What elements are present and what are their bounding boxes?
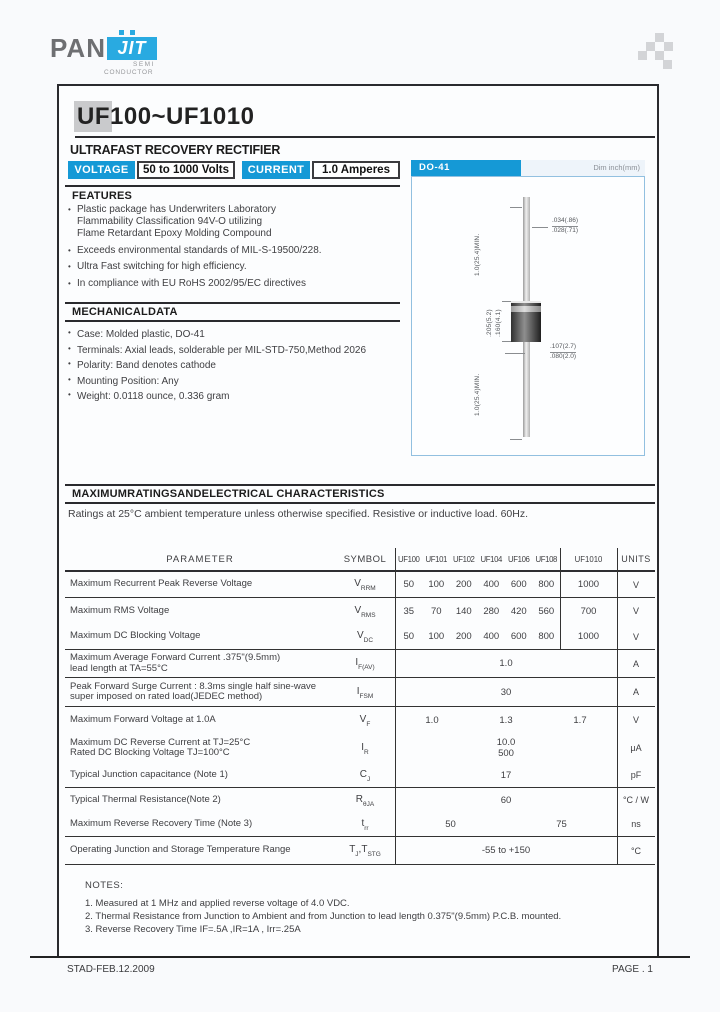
value-cell-merged: 60 — [500, 794, 512, 806]
symbol-main: I — [361, 741, 365, 753]
parameter-line: Typical Junction capacitance (Note 1) — [70, 768, 228, 780]
table-row — [65, 572, 655, 598]
pixel-square — [663, 60, 672, 69]
value-cell: 600 — [510, 631, 527, 642]
column-header-part: UF108 — [535, 554, 557, 564]
column-header-parts — [395, 555, 560, 564]
dim-value: .107(2.7) — [550, 343, 577, 350]
unit-cell: V — [632, 631, 639, 642]
feature-text: Ultra Fast switching for high efficiency. — [77, 261, 247, 272]
value-cell: 800 — [538, 579, 555, 590]
parameter-line: Rated DC Blocking Voltage TJ=100°C — [70, 747, 230, 758]
bullet-glyph: • — [68, 390, 71, 399]
lead-length-bottom-dim: 1.0(25.4)MIN. — [474, 373, 481, 416]
mechanical-item — [68, 358, 413, 374]
feature-text: Exceeds environmental standards of MIL-S-19500/228. — [77, 244, 322, 256]
feature-text: Flame Retardant Epoxy Molding Compound — [77, 228, 272, 239]
title-rule — [75, 136, 655, 138]
bullet-glyph: • — [68, 343, 71, 353]
pixel-square — [638, 51, 647, 60]
symbol-main: I — [355, 657, 359, 668]
symbol-sub: STG — [367, 851, 381, 858]
value-cell: 800 — [538, 631, 555, 642]
value-cell-merged: -55 to +150 — [481, 845, 531, 856]
parameter-cell — [65, 715, 335, 726]
symbol-main: V — [354, 604, 362, 616]
body-diameter-dim — [550, 343, 576, 361]
parameter-line: Maximum Average Forward Current .375"(9.5mm) — [70, 652, 281, 663]
value-cell: 1.3 — [499, 714, 513, 726]
bullet-glyph: • — [68, 328, 71, 337]
feature-line — [68, 216, 408, 228]
dim-leader — [505, 353, 525, 354]
symbol-cell — [335, 818, 395, 831]
value-cell: 200 — [455, 579, 472, 590]
pixel-square — [664, 42, 673, 51]
parameter-line: Maximum Recurrent Peak Reverse Voltage — [70, 578, 253, 590]
table-row — [65, 812, 655, 837]
symbol-sub: F(AV) — [358, 664, 375, 671]
parameter-cell — [65, 653, 335, 674]
mechanical-text: Mounting Position: Any — [77, 375, 179, 387]
divider — [65, 185, 400, 187]
pixel-square — [655, 51, 664, 60]
parameter-line: Maximum RMS Voltage — [70, 604, 170, 616]
symbol-sub: J — [355, 851, 359, 858]
current-value: 1.0 Amperes — [312, 161, 400, 179]
value-cell-merged: 17 — [500, 769, 512, 781]
symbol-sub: F — [366, 720, 371, 728]
value-cell: 420 — [510, 605, 527, 617]
ratings-note: Ratings at 25°C ambient temperature unless otherwise specified. Resistive or inductive load. 60Hz. — [68, 508, 529, 520]
features-list — [68, 204, 408, 294]
symbol-cell — [335, 714, 395, 727]
table-row — [65, 624, 655, 650]
parameter-line: Typical Thermal Resistance(Note 2) — [70, 793, 221, 805]
table-row — [65, 650, 655, 678]
unit-cell: μA — [630, 743, 642, 753]
feature-line — [68, 228, 408, 240]
parameter-cell — [65, 631, 335, 642]
body-length-dim: .160(4.1) — [495, 309, 502, 337]
table-body — [65, 572, 655, 865]
value-cell: 400 — [483, 579, 500, 590]
pixel-square — [655, 33, 664, 42]
current-badge: CURRENT — [242, 161, 310, 179]
table-row — [65, 678, 655, 707]
column-header-parameter: PARAMETER — [166, 553, 234, 565]
value-cell-uf1010: 700 — [580, 605, 597, 617]
stacked-value: 500 — [498, 748, 514, 759]
column-header-symbol: SYMBOL — [343, 553, 387, 565]
symbol-sub: FSM — [359, 692, 374, 700]
footer-date: STAD-FEB.12.2009 — [67, 964, 155, 975]
cathode-band — [511, 306, 541, 312]
table-vertical-rule — [395, 548, 396, 865]
footer-rule — [30, 956, 690, 958]
feature-item — [68, 261, 408, 273]
unit-cell: V — [632, 715, 639, 725]
feature-item — [68, 278, 408, 290]
notes-title: NOTES: — [85, 880, 124, 891]
symbol-sub: RRM — [360, 585, 376, 592]
value-cell: 50 — [445, 818, 456, 830]
unit-cell: V — [632, 579, 639, 590]
table-row — [65, 837, 655, 865]
column-header-units: UNITS — [621, 554, 651, 564]
package-drawing — [411, 176, 645, 456]
feature-line — [68, 245, 408, 257]
parameter-cell — [65, 819, 335, 830]
symbol-cell — [335, 844, 395, 857]
unit-cell: ns — [631, 819, 641, 829]
symbol-cell — [335, 742, 395, 755]
unit-cell: A — [632, 658, 639, 669]
symbol-main: C — [359, 768, 367, 780]
logo-semi-text: SEMI — [133, 61, 155, 68]
mechanical-item — [68, 389, 413, 405]
footer-page-number: PAGE . 1 — [612, 964, 653, 975]
parameter-cell — [65, 795, 335, 806]
column-header-part: UF100 — [398, 554, 420, 564]
mechanical-item — [68, 327, 413, 343]
divider — [65, 320, 400, 322]
symbol-sub: R — [364, 748, 369, 756]
dim-tick — [502, 301, 511, 302]
feature-line — [68, 204, 408, 216]
column-header-part: UF102 — [453, 554, 475, 564]
bullet-glyph: • — [68, 245, 71, 255]
parameter-cell — [65, 606, 335, 617]
value-cell: 100 — [428, 579, 445, 590]
column-header-uf1010: UF1010 — [574, 554, 603, 564]
feature-line — [68, 278, 408, 290]
symbol-cell — [335, 769, 395, 782]
value-cell: 70 — [430, 605, 442, 617]
symbol-cell — [335, 657, 395, 670]
symbol-cell — [335, 630, 395, 643]
column-header-part: UF106 — [508, 554, 530, 564]
value-cell: 140 — [455, 605, 472, 617]
mechanical-item — [68, 343, 413, 359]
value-cell: 50 — [403, 579, 415, 590]
feature-item — [68, 245, 408, 257]
lead-length-top-dim: 1.0(25.4)MIN. — [474, 233, 481, 276]
mechanical-item — [68, 374, 413, 390]
value-cell: 50 — [403, 631, 415, 642]
parameter-line: lead length at TA=55°C — [70, 662, 168, 674]
feature-line — [68, 261, 408, 273]
package-dim-note: Dim inch(mm) — [521, 160, 645, 176]
feature-item — [68, 204, 408, 240]
parameter-cell — [65, 682, 335, 703]
table-row — [65, 707, 655, 733]
divider — [65, 302, 400, 304]
value-cell: 1.0 — [425, 714, 439, 726]
parameter-line: Maximum DC Reverse Current at TJ=25°C — [70, 736, 251, 748]
parameter-cell — [65, 738, 335, 759]
note-item: 3. Reverse Recovery Time IF=.5A ,IR=1A , Irr=.25A — [85, 924, 301, 935]
mechanical-title: MECHANICALDATA — [72, 306, 178, 318]
dim-tick — [510, 439, 522, 440]
mechanical-text: Weight: 0.0118 ounce, 0.336 gram — [77, 391, 230, 402]
parameter-line: super imposed on rated load(JEDEC method) — [70, 691, 263, 702]
body-length-dim: .205(5.2) — [486, 309, 493, 337]
logo-pan-text: PAN — [50, 33, 106, 63]
bullet-glyph: • — [68, 278, 71, 288]
ratings-table — [65, 548, 655, 865]
divider — [65, 502, 655, 504]
page-title: UF100~UF1010 — [77, 103, 255, 130]
symbol-cell — [335, 686, 395, 699]
dim-tick — [502, 341, 511, 342]
table-vertical-rule — [560, 548, 561, 650]
symbol-sub: J — [366, 775, 371, 783]
value-cell: 100 — [428, 631, 445, 642]
symbol-sub: rr — [364, 824, 369, 832]
parameter-cell — [65, 579, 335, 590]
logo-dot-icon — [130, 30, 135, 35]
mechanical-list — [68, 327, 413, 405]
dim-tick — [510, 207, 522, 208]
package-name: DO-41 — [411, 160, 521, 176]
dim-value: .028(.71) — [552, 226, 579, 234]
symbol-sub: DC — [363, 637, 374, 644]
table-row — [65, 733, 655, 763]
symbol-main: ,T — [358, 844, 368, 855]
value-cell-merged: 30 — [500, 686, 512, 698]
symbol-sub: RMS — [361, 611, 376, 619]
logo-dot-icon — [119, 30, 124, 35]
parameter-cell — [65, 845, 335, 856]
mechanical-text: Polarity: Band denotes cathode — [77, 360, 216, 371]
value-cell: 1.7 — [573, 714, 587, 726]
symbol-cell — [335, 794, 395, 807]
stacked-value: 10.0 — [496, 737, 516, 748]
notes-list — [85, 897, 625, 936]
feature-text: In compliance with EU RoHS 2002/95/EC directives — [77, 277, 306, 289]
unit-cell: pF — [630, 770, 642, 780]
bullet-glyph: • — [68, 374, 71, 384]
value-cell: 280 — [483, 605, 500, 617]
table-row — [65, 598, 655, 624]
value-cell: 560 — [538, 605, 555, 617]
table-row — [65, 763, 655, 788]
symbol-cell — [335, 578, 395, 591]
symbol-cell — [335, 605, 395, 618]
value-cell-uf1010: 1000 — [577, 631, 600, 642]
mechanical-text: Case: Molded plastic, DO-41 — [77, 329, 205, 340]
voltage-value: 50 to 1000 Volts — [137, 161, 235, 179]
parameter-line: Operating Junction and Storage Temperature Range — [70, 844, 291, 856]
voltage-badge: VOLTAGE — [68, 161, 135, 179]
value-cell-stacked — [395, 737, 617, 759]
bullet-glyph: • — [68, 359, 71, 368]
parameter-line: Maximum Forward Voltage at 1.0A — [70, 713, 216, 725]
unit-cell: °C — [630, 845, 642, 856]
symbol-main: I — [356, 685, 360, 697]
value-cell: 400 — [483, 631, 500, 642]
symbol-sub: θJA — [363, 800, 375, 808]
value-cell: 600 — [510, 579, 527, 590]
parameter-cell — [65, 770, 335, 781]
column-header-part: UF101 — [425, 554, 447, 564]
lead-diameter-dim — [552, 217, 578, 235]
note-item: 1. Measured at 1 MHz and applied reverse voltage of 4.0 VDC. — [85, 898, 350, 909]
table-row — [65, 788, 655, 812]
dim-value: .034(.86) — [552, 217, 579, 224]
package-diagram — [411, 160, 645, 456]
features-title: FEATURES — [72, 190, 133, 202]
logo-conductor-text: CONDUCTOR — [104, 69, 154, 76]
package-header — [411, 160, 645, 176]
table-header-row — [65, 548, 655, 572]
feature-text: Plastic package has Underwriters Laboratory — [77, 204, 276, 215]
symbol-main: R — [355, 793, 364, 805]
bullet-glyph: • — [68, 262, 71, 271]
symbol-main: V — [359, 713, 367, 725]
value-cell-merged: 1.0 — [499, 658, 513, 669]
unit-cell: V — [632, 606, 639, 616]
bullet-glyph: • — [68, 205, 71, 214]
divider — [65, 484, 655, 486]
unit-cell: °C / W — [622, 795, 650, 805]
parameter-line: Maximum DC Blocking Voltage — [70, 630, 201, 642]
symbol-main: t — [361, 817, 365, 829]
logo-jit-badge: JIT — [107, 37, 157, 60]
value-cell: 200 — [455, 631, 472, 642]
value-cell: 75 — [556, 818, 567, 830]
symbol-main: T — [349, 844, 356, 855]
parameter-line: Maximum Reverse Recovery Time (Note 3) — [70, 817, 253, 829]
symbol-main: V — [356, 630, 364, 641]
column-header-part: UF104 — [480, 554, 502, 564]
mechanical-text: Terminals: Axial leads, solderable per MIL-STD-750,Method 2026 — [77, 344, 367, 356]
ratings-title: MAXIMUMRATINGSANDELECTRICAL CHARACTERISTICS — [72, 488, 385, 500]
feature-text: Flammability Classification 94V-O utilizing — [77, 216, 263, 227]
symbol-main: V — [354, 578, 361, 589]
parameter-line: Peak Forward Surge Current : 8.3ms single half sine-wave — [70, 680, 317, 692]
pixel-square — [646, 42, 655, 51]
dim-leader — [532, 227, 548, 228]
value-cell: 35 — [403, 605, 415, 617]
value-cell-uf1010: 1000 — [577, 579, 600, 590]
table-vertical-rule — [617, 548, 618, 865]
note-item: 2. Thermal Resistance from Junction to Ambient and from Junction to lead length 0.375"(9.5mm) P.C.B. mounted. — [85, 911, 562, 922]
subtitle: ULTRAFAST RECOVERY RECTIFIER — [70, 143, 281, 157]
unit-cell: A — [632, 687, 639, 697]
dim-value: .080(2.0) — [550, 352, 577, 360]
